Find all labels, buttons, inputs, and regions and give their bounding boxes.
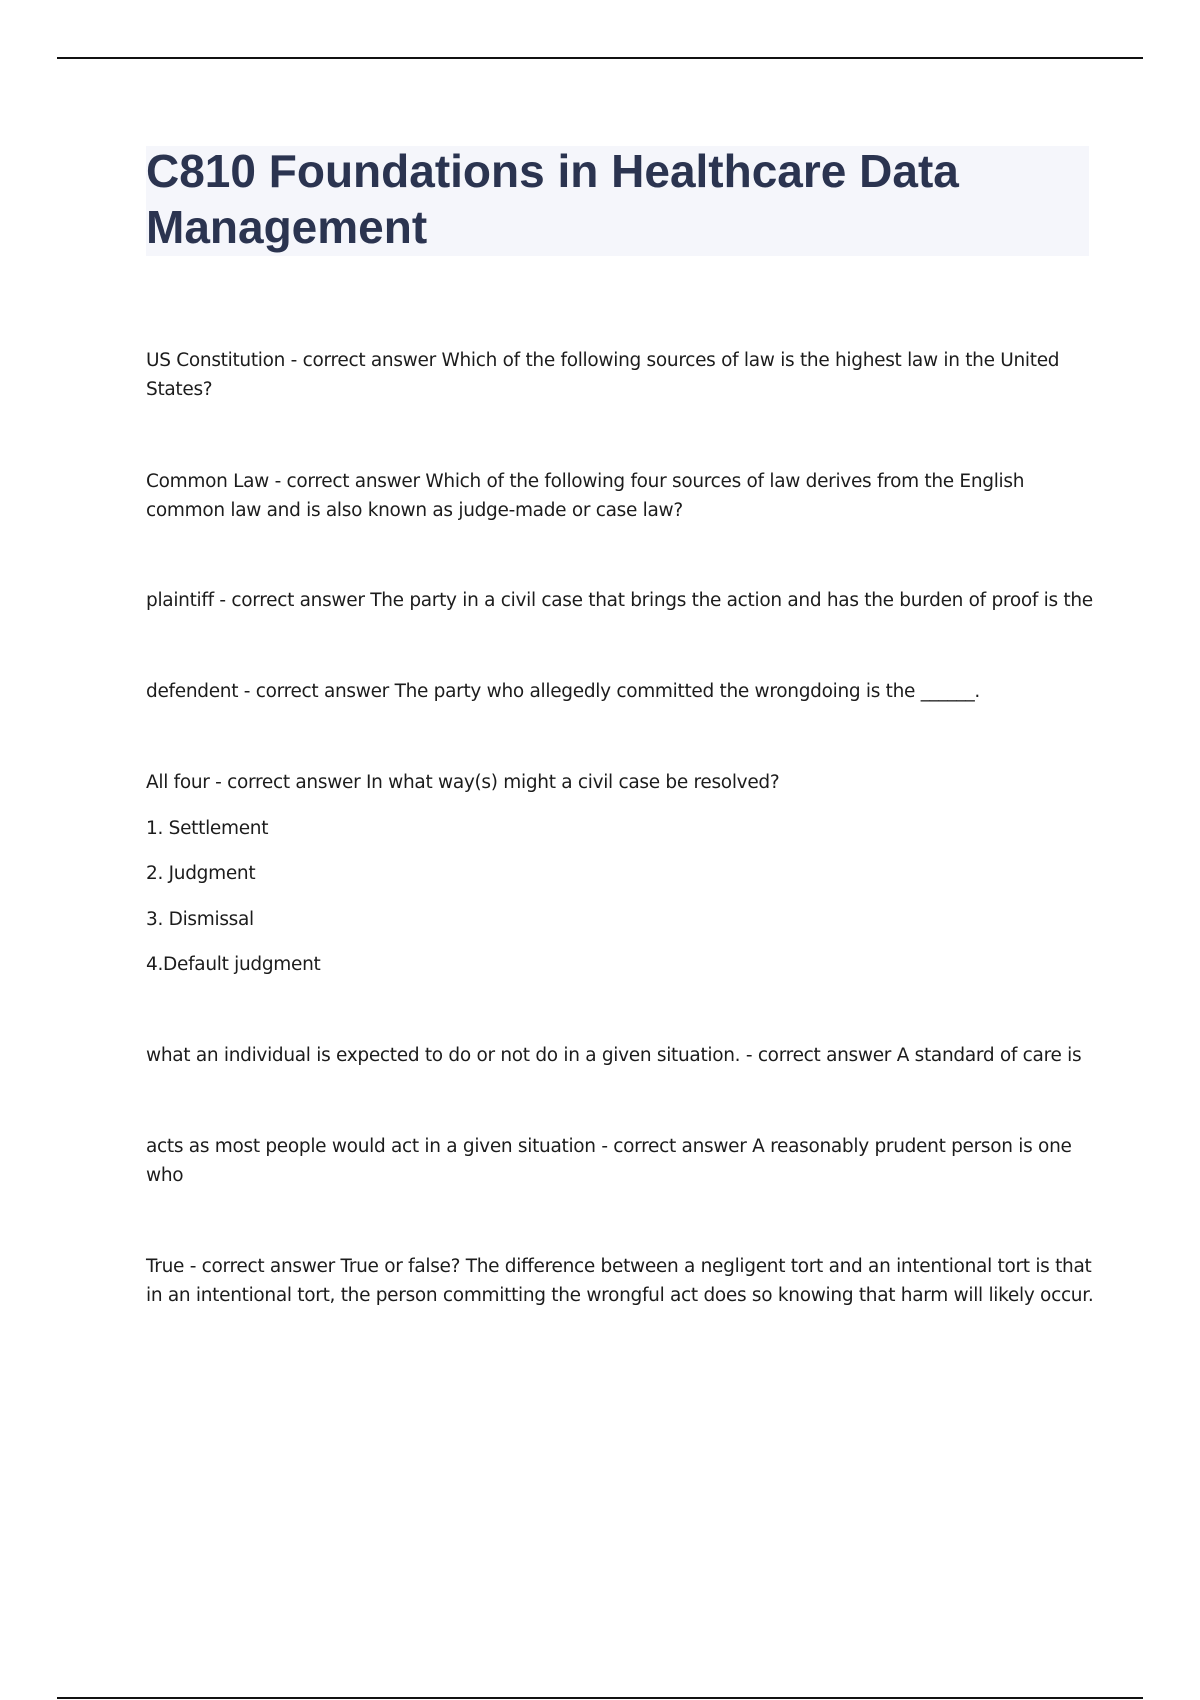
question-text: The party in a civil case that brings the action and has the burden of proof is the	[370, 590, 1093, 611]
qa-item-plaintiff	[146, 586, 1096, 615]
answer-text: plaintiff	[146, 590, 214, 611]
correct-answer-label: correct answer	[227, 772, 361, 793]
answer-text: defendent	[146, 681, 239, 702]
option-dismissal: 3. Dismissal	[146, 909, 254, 930]
question-text: Which of the following four sources of law derives from the English common law and is also known as judge-made or case law?	[146, 471, 1025, 521]
separator: -	[740, 1045, 758, 1066]
footer-rule	[57, 1697, 1143, 1699]
separator: -	[213, 590, 232, 611]
answer-text: acts as most people would act in a given situation	[146, 1136, 596, 1157]
qa-item-true	[146, 1252, 1096, 1310]
qa-item-us-constitution	[146, 346, 1096, 404]
qa-item-standard-of-care	[146, 1041, 1096, 1070]
answer-text: All four	[146, 772, 210, 793]
correct-answer-label: correct answer	[302, 350, 436, 371]
correct-answer-label: correct answer	[201, 1256, 335, 1277]
correct-answer-label: correct answer	[613, 1136, 747, 1157]
qa-item-reasonably-prudent	[146, 1132, 1096, 1190]
answer-text: Common Law	[146, 471, 269, 492]
correct-answer-label: correct answer	[757, 1045, 892, 1066]
qa-item-defendent	[146, 677, 1096, 706]
document-title: C810 Foundations in Healthcare Data Management	[146, 145, 959, 253]
option-default-judgment: 4.Default judgment	[146, 954, 321, 975]
correct-answer-label: correct answer	[286, 471, 420, 492]
correct-answer-label: correct answer	[231, 590, 365, 611]
header-rule	[57, 57, 1143, 59]
separator: -	[209, 772, 228, 793]
answer-text: True	[146, 1256, 185, 1277]
answer-text: what an individual is expected to do or not do in a given situation.	[146, 1045, 741, 1066]
answer-text: US Constitution	[146, 350, 286, 371]
question-text: A reasonably prudent person is one who	[146, 1136, 1072, 1186]
separator: -	[184, 1256, 202, 1277]
question-text: True or false? The difference between a negligent tort and an intentional tort is that in an intentional tort, the person committing the wrongful act does so knowing that harm will likely occur.	[146, 1256, 1094, 1306]
question-text: Which of the following sources of law is the highest law in the United States?	[146, 350, 1060, 400]
qa-item-all-four	[146, 768, 1096, 797]
question-text: A standard of care is	[896, 1045, 1082, 1066]
question-text: The party who allegedly committed the wrongdoing is the ______.	[394, 681, 981, 702]
question-text: In what way(s) might a civil case be resolved?	[366, 772, 780, 793]
correct-answer-label: correct answer	[255, 681, 389, 702]
option-settlement: 1. Settlement	[146, 818, 269, 839]
option-judgment: 2. Judgment	[146, 863, 256, 884]
separator: -	[595, 1136, 614, 1157]
separator: -	[285, 350, 303, 371]
separator: -	[268, 471, 287, 492]
separator: -	[238, 681, 256, 702]
qa-item-common-law	[146, 467, 1096, 525]
